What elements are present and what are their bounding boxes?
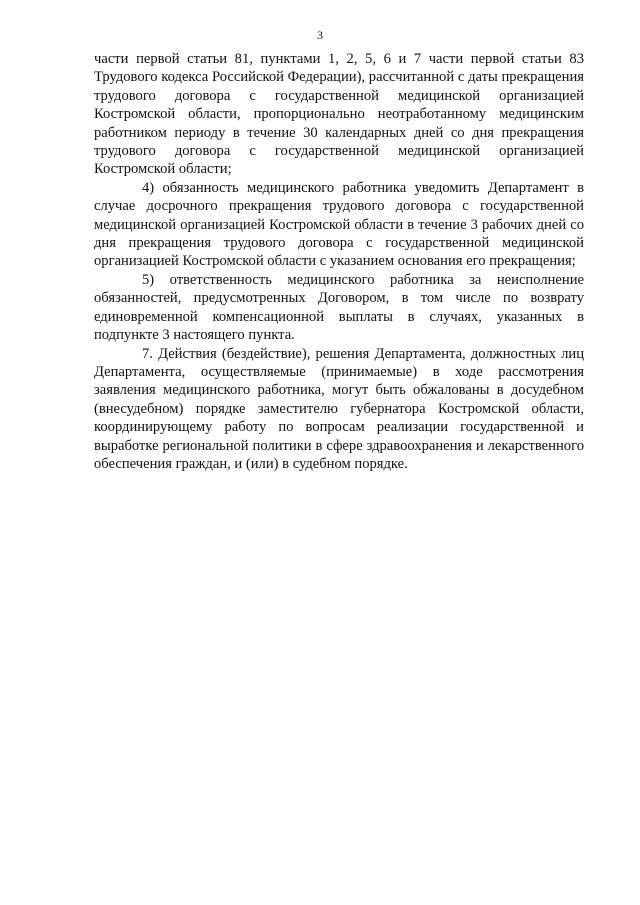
paragraph-section-7: 7. Действия (бездействие), решения Департамента, должностных лиц Департамента, осуществляемые (принимаемые) в ходе рассмотрения заявления медицинского работника, могут быть обжалованы в досудебном (внесудебном) порядке заместителю губернатора Костромской области, координирующему работу по вопросам реализации государственной и выработке региональной политики в сфере здравоохранения и лекарственного обеспечения граждан, и (или) в судебном порядке.: [94, 345, 584, 472]
paragraph-item-4: 4) обязанность медицинского работника уведомить Департамент в случае досрочного прекращения трудового договора с государственной медицинской организацией Костромской области в течение 3 рабочих дней со дня прекращения трудового договора с государственной медицинской организацией Костромской области с указанием основания его прекращения;: [94, 179, 584, 270]
document-body: [94, 50, 584, 473]
paragraph-continuation: части первой статьи 81, пунктами 1, 2, 5, 6 и 7 части первой статьи 83 Трудового кодекса Российской Федерации), рассчитанной с даты прекращения трудового договора с государственной медицинской организацией Костромской области, пропорционально неотработанному медицинским работником периоду в течение 30 календарных дней со дня прекращения трудового договора с государственной медицинской организацией Костромской области;: [94, 51, 584, 178]
paragraph-item-5: 5) ответственность медицинского работника за неисполнение обязанностей, предусмотренных Договором, в том числе по возврату единовременной компенсационной выплаты в случаях, указанных в подпункте 3 настоящего пункта.: [94, 271, 584, 344]
page-number: 3: [317, 28, 323, 42]
